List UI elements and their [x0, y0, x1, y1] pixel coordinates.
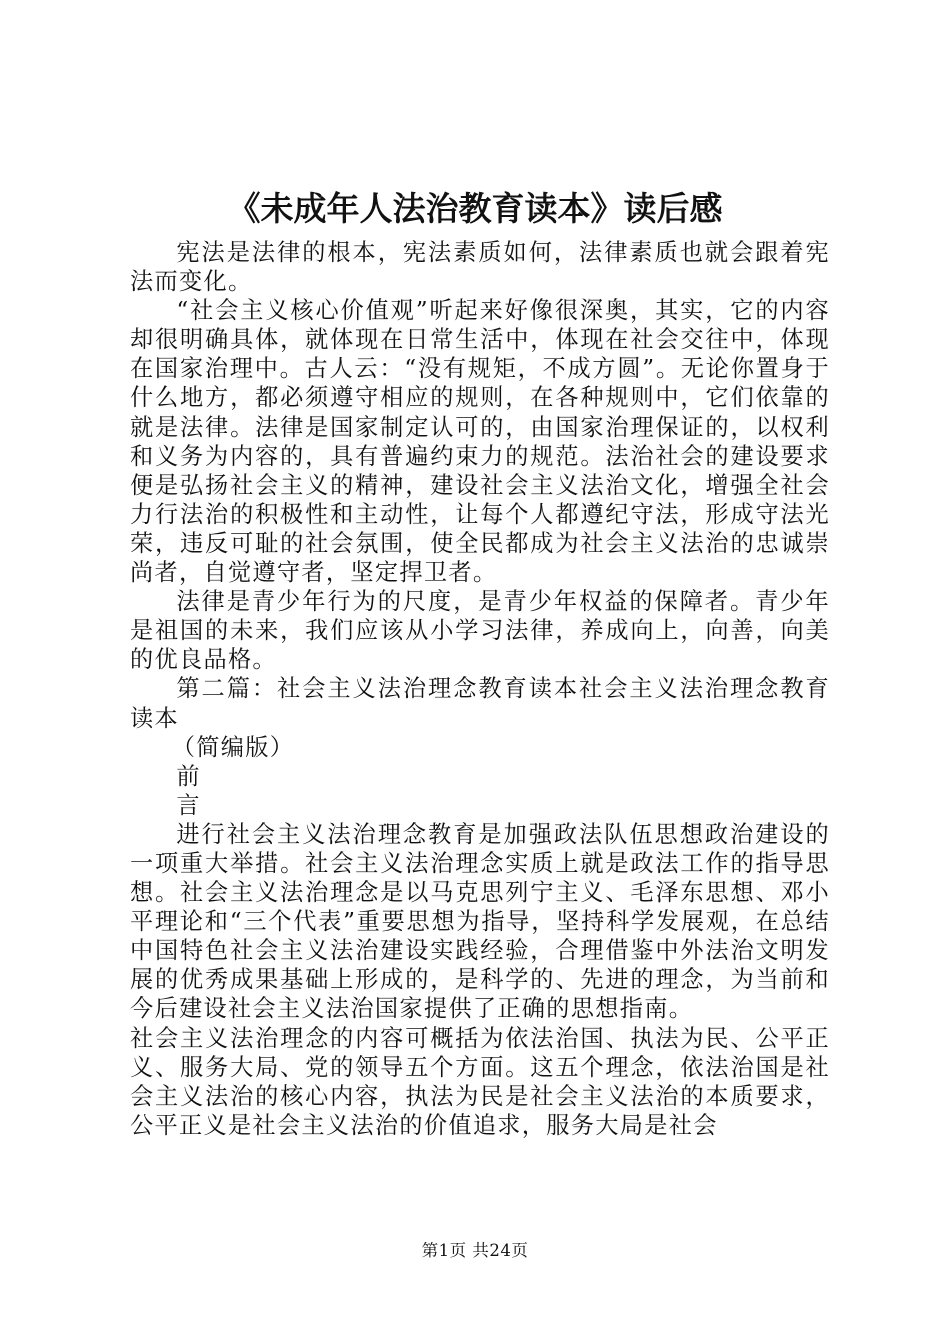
paragraph-5: 进行社会主义法治理念教育是加强政法队伍思想政治建设的一项重大举措。社会主义法治理念实质上就是政法工作的指导思想。社会主义法治理念是以马克思列宁主义、毛泽东思想、邓小平理论和“三个代表”重要思想为指导，坚持科学发展观，在总结中国特色社会主义法治建设实践经验，合理借鉴中外法治文明发展的优秀成果基础上形成的，是科学的、先进的理念，为当前和今后建设社会主义法治国家提供了正确的思想指南。: [130, 820, 830, 1023]
paragraph-3: 法律是青少年行为的尺度，是青少年权益的保障者。青少年是祖国的未来，我们应该从小学习法律，养成向上，向善，向美的优良品格。: [130, 588, 830, 674]
edition-note: （简编版）: [171, 733, 295, 761]
paragraph-6: 社会主义法治理念的内容可概括为依法治国、执法为民、公平正义、服务大局、党的领导五个方面。这五个理念，依法治国是社会主义法治的核心内容，执法为民是社会主义法治的本质要求，公平正义是社会主义法治的价值追求，服务大局是社会: [130, 1024, 830, 1139]
document-body: [130, 238, 830, 1140]
paragraph-2: “社会主义核心价值观”听起来好像很深奥，其实，它的内容却很明确具体，就体现在日常生活中，体现在社会交往中，体现在国家治理中。古人云：“没有规矩，不成方圆”。无论你置身于什么地方，都必须遵守相应的规则，在各种规则中，它们依靠的就是法律。法律是国家制定认可的，由国家治理保证的，以权利和义务为内容的，具有普遍约束力的规范。法治社会的建设要求便是弘扬社会主义的精神，建设社会主义法治文化，增强全社会力行法治的积极性和主动性，让每个人都遵纪守法，形成守法光荣，违反可耻的社会氛围，使全民都成为社会主义法治的忠诚崇尚者，自觉遵守者，坚定捍卫者。: [130, 297, 830, 587]
paragraph-1: 宪法是法律的根本，宪法素质如何，法律素质也就会跟着宪法而变化。: [130, 239, 830, 296]
paragraph-4-section-heading: 第二篇：社会主义法治理念教育读本社会主义法治理念教育读本: [130, 675, 830, 732]
preface-heading-line1: 前: [176, 762, 201, 790]
page-footer: 第1页 共24页: [421, 1241, 529, 1260]
preface-heading-line2: 言: [176, 791, 201, 819]
document-title: 《未成年人法治教育读本》读后感: [227, 189, 723, 228]
